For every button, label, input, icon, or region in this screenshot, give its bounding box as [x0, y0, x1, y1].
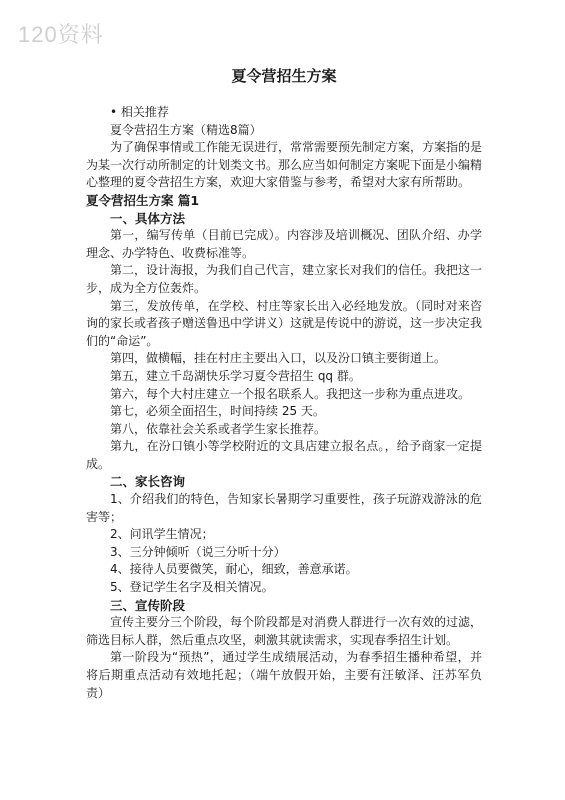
section-heading-consult: 二、家长咨询 [110, 474, 186, 490]
intro-paragraph: 为了确保事情或工作能无误进行，常常需要预先制定方案，方案指的是为某一次行动所制定的计划类文书。那么应当如何制定方案呢下面是小编精心整理的夏令营招生方案，欢迎大家借鉴与参考，希望对大家有所帮助。 [86, 140, 483, 190]
list-item: 2、问讯学生情况； [110, 527, 214, 542]
section-heading-methods: 一、具体方法 [110, 210, 186, 226]
document-page [86, 66, 482, 702]
list-item: 第三，发放传单，在学校、村庄等家长出入必经地发放。（同时对来咨询的家长或者孩子赠送鲁迅中学讲义）这就是传说中的游说，这一步决定我们的“命运”。 [86, 298, 483, 348]
list-item: 第二，设计海报，为我们自己代言，建立家长对我们的信任。我把这一步，成为全方位轰炸。 [86, 263, 483, 295]
list-item: 第八，依靠社会关系或者学生家长推荐。 [110, 421, 327, 436]
list-item: 5、登记学生名字及相关情况。 [110, 580, 274, 595]
article-heading: 夏令营招生方案 篇1 [86, 192, 200, 208]
list-item: 宣传主要分三个阶段，每个阶段都是对消费人群进行一次有效的过滤，筛选目标人群，然后重点攻坚，刺激其就读需求，实现春季招生计划。 [86, 615, 483, 647]
list-item: 第七，必须全面招生，时间持续 25 天。 [110, 404, 325, 419]
list-item: 第六，每个大村庄建立一个报名联系人。我把这一步称为重点进攻。 [110, 386, 471, 401]
list-item: 3、三分钟倾听（说三分听十分） [110, 544, 286, 559]
list-item: 第一，编写传单（目前已完成）。内容涉及培训概况、团队介绍、办学理念、办学特色、收费标准等。 [86, 228, 482, 260]
list-item: 4、接待人员要微笑，耐心，细致，善意承诺。 [110, 562, 358, 577]
list-item: 第五，建立千岛湖快乐学习夏令营招生 qq 群。 [110, 368, 361, 383]
list-item: 1、介绍我们的特色，告知家长暑期学习重要性，孩子玩游戏游泳的危害等； [86, 492, 482, 524]
related-link[interactable]: 夏令营招生方案（精选8篇） [110, 122, 262, 137]
list-item: 第四，做横幅，挂在村庄主要出入口，以及汾口镇主要街道上。 [110, 351, 447, 366]
watermark: 120资料 [18, 22, 104, 47]
section-heading-promotion: 三、宣传阶段 [110, 597, 186, 613]
related-label: • 相关推荐 [110, 105, 169, 119]
list-item: 第九，在汾口镇小等学校附近的文具店建立报名点。，给予商家一定提成。 [86, 439, 482, 471]
page-title: 夏令营招生方案 [231, 67, 337, 85]
list-item: 第一阶段为“预热”，通过学生成绩展活动，为春季招生播种希望，并将后期重点活动有效地托起；（端午放假开始，主要有汪敏泽、汪苏军负责） [86, 650, 482, 700]
